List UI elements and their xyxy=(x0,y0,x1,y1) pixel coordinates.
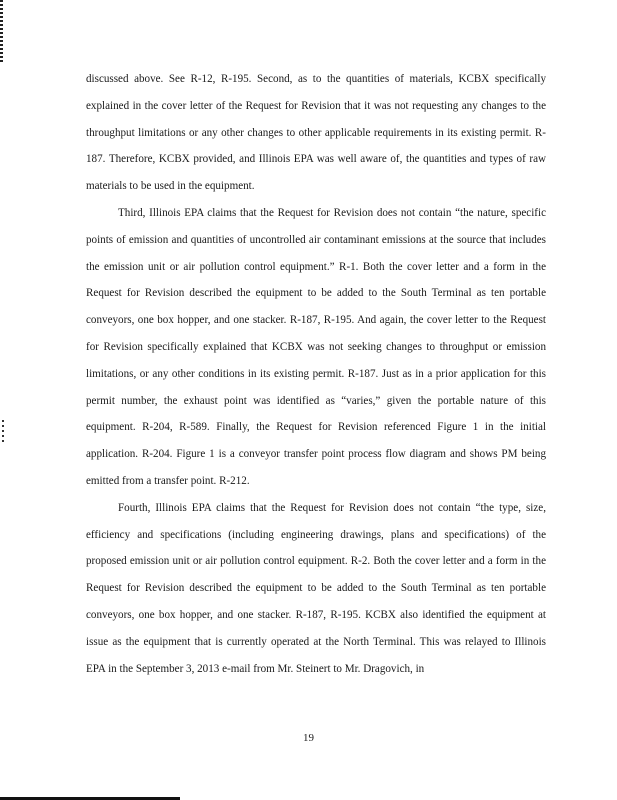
body-text xyxy=(86,66,546,682)
paragraph-third-claim: Third, Illinois EPA claims that the Request for Revision does not contain “the nature, specific points of emission and quantities of uncontrolled air contaminant emissions at the source that includes the emission unit or air pollution control equipment.” R-1. Both the cover letter and a form in the Request for Revision described the equipment to be added to the South Terminal as ten portable conveyors, one box hopper, and one stacker. R-187, R-195. And again, the cover letter to the Request for Revision specifically explained that KCBX was not seeking changes to throughput or emission limitations, or any other conditions in its existing permit. R-187. Just as in a prior application for this permit number, the exhaust point was identified as “varies,” given the portable nature of this equipment. R-204, R-589. Finally, the Request for Revision referenced Figure 1 in the initial application. R-204. Figure 1 is a conveyor transfer point process flow diagram and shows PM being emitted from a transfer point. R-212. xyxy=(86,206,546,487)
scan-edge-artifact xyxy=(0,0,3,62)
paragraph-fourth-claim: Fourth, Illinois EPA claims that the Request for Revision does not contain “the type, size, efficiency and specifications (including engineering drawings, plans and specifications) of the proposed emission unit or air pollution control equipment. R-2. Both the cover letter and a form in the Request for Revision described the equipment to be added to the South Terminal as ten portable conveyors, one box hopper, and one stacker. R-187, R-195. KCBX also identified the equipment at issue as the equipment that is currently operated at the North Terminal. This was relayed to Illinois EPA in the September 3, 2013 e-mail from Mr. Steinert to Mr. Dragovich, in xyxy=(86,501,546,675)
paragraph-continued: discussed above. See R-12, R-195. Second, as to the quantities of materials, KCBX specifically explained in the cover letter of the Request for Revision that it was not requesting any changes to the throughput limitations or any other changes to other applicable requirements in its existing permit. R-187. Therefore, KCBX provided, and Illinois EPA was well aware of, the quantities and types of raw materials to be used in the equipment. xyxy=(86,73,546,193)
scan-edge-artifact xyxy=(2,420,4,442)
page-number: 19 xyxy=(303,732,314,744)
